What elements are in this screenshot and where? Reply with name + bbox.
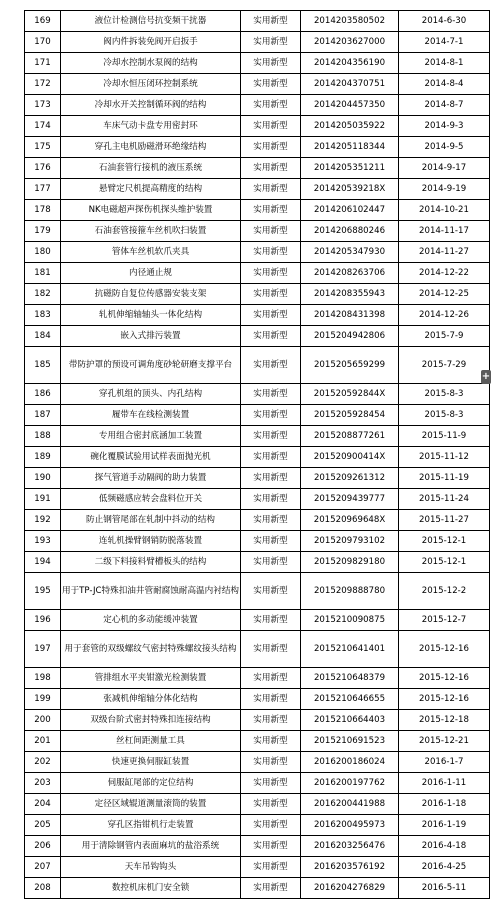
patent-type: 实用新型 bbox=[241, 573, 301, 610]
row-number: 173 bbox=[25, 95, 61, 116]
row-number: 195 bbox=[25, 573, 61, 610]
filing-date: 2015-12-1 bbox=[399, 531, 490, 552]
patent-type: 实用新型 bbox=[241, 221, 301, 242]
filing-date: 2015-12-18 bbox=[399, 710, 490, 731]
patent-type: 实用新型 bbox=[241, 426, 301, 447]
table-row bbox=[25, 552, 490, 573]
row-number: 196 bbox=[25, 610, 61, 631]
patent-title: 悬臂定尺机提高精度的结构 bbox=[61, 179, 241, 200]
row-number: 181 bbox=[25, 263, 61, 284]
patent-number: 2015210090875 bbox=[301, 610, 399, 631]
patent-type: 实用新型 bbox=[241, 510, 301, 531]
row-number: 171 bbox=[25, 53, 61, 74]
filing-date: 2015-11-12 bbox=[399, 447, 490, 468]
row-number: 185 bbox=[25, 347, 61, 384]
filing-date: 2014-10-21 bbox=[399, 200, 490, 221]
patent-table bbox=[24, 10, 490, 899]
patent-number: 2015210691523 bbox=[301, 731, 399, 752]
patent-title: 天车吊钩钩头 bbox=[61, 857, 241, 878]
table-row bbox=[25, 263, 490, 284]
filing-date: 2015-11-19 bbox=[399, 468, 490, 489]
patent-number: 2016200186024 bbox=[301, 752, 399, 773]
patent-number: 2015205928454 bbox=[301, 405, 399, 426]
table-row bbox=[25, 773, 490, 794]
expand-handle-icon[interactable]: + bbox=[481, 371, 491, 382]
patent-type: 实用新型 bbox=[241, 284, 301, 305]
row-number: 199 bbox=[25, 689, 61, 710]
patent-title: 管排组水平夹钳激光检测装置 bbox=[61, 668, 241, 689]
table-row bbox=[25, 95, 490, 116]
patent-number: 2015208877261 bbox=[301, 426, 399, 447]
patent-type: 实用新型 bbox=[241, 263, 301, 284]
table-row bbox=[25, 284, 490, 305]
table-row bbox=[25, 158, 490, 179]
patent-title: 带防护罩的预设可调角度砂轮研磨支撑平台 bbox=[61, 347, 241, 384]
patent-title: 定径区域辊道测量滚筒的装置 bbox=[61, 794, 241, 815]
filing-date: 2014-6-30 bbox=[399, 11, 490, 32]
filing-date: 2014-7-1 bbox=[399, 32, 490, 53]
filing-date: 2014-8-7 bbox=[399, 95, 490, 116]
table-row bbox=[25, 200, 490, 221]
patent-number: 2015210641401 bbox=[301, 631, 399, 668]
patent-type: 实用新型 bbox=[241, 137, 301, 158]
patent-number: 2016203576192 bbox=[301, 857, 399, 878]
table-row bbox=[25, 815, 490, 836]
patent-title: 专用组合密封底涵加工装置 bbox=[61, 426, 241, 447]
patent-number: 201520900414X bbox=[301, 447, 399, 468]
patent-title: 石油套管接箍车丝机吹扫装置 bbox=[61, 221, 241, 242]
patent-title: 伺服缸尾部的定位结构 bbox=[61, 773, 241, 794]
row-number: 206 bbox=[25, 836, 61, 857]
patent-title: 内径通止规 bbox=[61, 263, 241, 284]
filing-date: 2015-11-9 bbox=[399, 426, 490, 447]
row-number: 184 bbox=[25, 326, 61, 347]
row-number: 207 bbox=[25, 857, 61, 878]
table-row bbox=[25, 531, 490, 552]
row-number: 197 bbox=[25, 631, 61, 668]
row-number: 179 bbox=[25, 221, 61, 242]
patent-number: 2014204457350 bbox=[301, 95, 399, 116]
row-number: 193 bbox=[25, 531, 61, 552]
patent-number: 2015209793102 bbox=[301, 531, 399, 552]
patent-title: 连轧机操臂钢销防脱落装置 bbox=[61, 531, 241, 552]
row-number: 186 bbox=[25, 384, 61, 405]
row-number: 194 bbox=[25, 552, 61, 573]
row-number: 192 bbox=[25, 510, 61, 531]
filing-date: 2014-9-17 bbox=[399, 158, 490, 179]
patent-number: 201420539218X bbox=[301, 179, 399, 200]
patent-number: 201520592844X bbox=[301, 384, 399, 405]
row-number: 203 bbox=[25, 773, 61, 794]
patent-type: 实用新型 bbox=[241, 752, 301, 773]
table-row bbox=[25, 405, 490, 426]
table-row bbox=[25, 489, 490, 510]
table-row bbox=[25, 326, 490, 347]
patent-type: 实用新型 bbox=[241, 305, 301, 326]
patent-type: 实用新型 bbox=[241, 631, 301, 668]
patent-title: 冷却水恒压闭环控制系统 bbox=[61, 74, 241, 95]
table-row bbox=[25, 116, 490, 137]
row-number: 174 bbox=[25, 116, 61, 137]
table-row bbox=[25, 857, 490, 878]
table-row bbox=[25, 221, 490, 242]
patent-number: 2014204370751 bbox=[301, 74, 399, 95]
patent-title: 抗磁防自复位传感器安装支架 bbox=[61, 284, 241, 305]
patent-number: 2015210664403 bbox=[301, 710, 399, 731]
row-number: 172 bbox=[25, 74, 61, 95]
patent-type: 实用新型 bbox=[241, 53, 301, 74]
patent-number: 2016200197762 bbox=[301, 773, 399, 794]
patent-title: 用于清除钢管内表面麻坑的盐浴系统 bbox=[61, 836, 241, 857]
patent-type: 实用新型 bbox=[241, 552, 301, 573]
filing-date: 2015-7-9 bbox=[399, 326, 490, 347]
patent-type: 实用新型 bbox=[241, 468, 301, 489]
patent-title: 管体车丝机软爪夹具 bbox=[61, 242, 241, 263]
filing-date: 2016-4-18 bbox=[399, 836, 490, 857]
row-number: 201 bbox=[25, 731, 61, 752]
patent-number: 2015209829180 bbox=[301, 552, 399, 573]
patent-number: 2015210646655 bbox=[301, 689, 399, 710]
patent-type: 实用新型 bbox=[241, 878, 301, 899]
filing-date: 2014-9-19 bbox=[399, 179, 490, 200]
row-number: 200 bbox=[25, 710, 61, 731]
filing-date: 2014-8-4 bbox=[399, 74, 490, 95]
patent-title: 防止钢管尾部在轧制中抖动的结构 bbox=[61, 510, 241, 531]
patent-type: 实用新型 bbox=[241, 857, 301, 878]
table-row bbox=[25, 610, 490, 631]
patent-type: 实用新型 bbox=[241, 731, 301, 752]
patent-type: 实用新型 bbox=[241, 447, 301, 468]
patent-title: 石油套管行接机的液压系统 bbox=[61, 158, 241, 179]
table-row bbox=[25, 53, 490, 74]
patent-number: 2014203627000 bbox=[301, 32, 399, 53]
patent-title: 液位计检测信号抗变频干扰器 bbox=[61, 11, 241, 32]
patent-number: 2015209888780 bbox=[301, 573, 399, 610]
patent-type: 实用新型 bbox=[241, 836, 301, 857]
row-number: 182 bbox=[25, 284, 61, 305]
patent-number: 2014208355943 bbox=[301, 284, 399, 305]
table-row bbox=[25, 794, 490, 815]
filing-date: 2015-12-16 bbox=[399, 668, 490, 689]
patent-title: 穿孔机组的顶头、内孔结构 bbox=[61, 384, 241, 405]
filing-date: 2015-12-2 bbox=[399, 573, 490, 610]
table-row bbox=[25, 242, 490, 263]
row-number: 183 bbox=[25, 305, 61, 326]
table-row bbox=[25, 631, 490, 668]
patent-type: 实用新型 bbox=[241, 773, 301, 794]
patent-title: 用于套管的双级螺纹气密封特殊螺纹接头结构 bbox=[61, 631, 241, 668]
patent-type: 实用新型 bbox=[241, 489, 301, 510]
patent-title: 阀内件拆装免阀开启扳手 bbox=[61, 32, 241, 53]
table-row bbox=[25, 347, 490, 384]
patent-number: 2014208431398 bbox=[301, 305, 399, 326]
patent-title: NK电磁超声探伤机探头维护装置 bbox=[61, 200, 241, 221]
patent-type: 实用新型 bbox=[241, 815, 301, 836]
patent-type: 实用新型 bbox=[241, 689, 301, 710]
patent-title: 低频磁感应转会盘料位开关 bbox=[61, 489, 241, 510]
filing-date: 2015-11-24 bbox=[399, 489, 490, 510]
filing-date: 2014-8-1 bbox=[399, 53, 490, 74]
patent-type: 实用新型 bbox=[241, 95, 301, 116]
row-number: 176 bbox=[25, 158, 61, 179]
patent-number: 2014205035922 bbox=[301, 116, 399, 137]
table-row bbox=[25, 74, 490, 95]
filing-date: 2015-12-1 bbox=[399, 552, 490, 573]
table-row bbox=[25, 689, 490, 710]
row-number: 180 bbox=[25, 242, 61, 263]
patent-type: 实用新型 bbox=[241, 74, 301, 95]
table-row bbox=[25, 752, 490, 773]
patent-type: 实用新型 bbox=[241, 405, 301, 426]
patent-title: 快速更换伺服缸装置 bbox=[61, 752, 241, 773]
filing-date: 2016-1-18 bbox=[399, 794, 490, 815]
patent-number: 2014205347930 bbox=[301, 242, 399, 263]
patent-number: 2014205351211 bbox=[301, 158, 399, 179]
table-row bbox=[25, 878, 490, 899]
table-row bbox=[25, 32, 490, 53]
filing-date: 2016-1-19 bbox=[399, 815, 490, 836]
row-number: 170 bbox=[25, 32, 61, 53]
patent-number: 2014203580502 bbox=[301, 11, 399, 32]
patent-number: 2014208263706 bbox=[301, 263, 399, 284]
patent-title: 双级台阶式密封特殊扣连接结构 bbox=[61, 710, 241, 731]
patent-title: 车床气动卡盘专用密封环 bbox=[61, 116, 241, 137]
patent-title: 穿孔区指钳机行走装置 bbox=[61, 815, 241, 836]
table-row bbox=[25, 137, 490, 158]
patent-title: 二级下料接料臂槽板头的结构 bbox=[61, 552, 241, 573]
patent-number: 2014206102447 bbox=[301, 200, 399, 221]
patent-title: 冷却水开关控制循环阀的结构 bbox=[61, 95, 241, 116]
filing-date: 2015-12-16 bbox=[399, 631, 490, 668]
filing-date: 2015-12-16 bbox=[399, 689, 490, 710]
row-number: 178 bbox=[25, 200, 61, 221]
patent-type: 实用新型 bbox=[241, 179, 301, 200]
patent-type: 实用新型 bbox=[241, 347, 301, 384]
patent-type: 实用新型 bbox=[241, 531, 301, 552]
row-number: 189 bbox=[25, 447, 61, 468]
patent-title: 探气管道手动隔阀的助力装置 bbox=[61, 468, 241, 489]
patent-title: 轧机伸缩轴轴头一体化结构 bbox=[61, 305, 241, 326]
patent-number: 2015210648379 bbox=[301, 668, 399, 689]
table-row bbox=[25, 668, 490, 689]
patent-title: 冷却水控制水泵阀的结构 bbox=[61, 53, 241, 74]
filing-date: 2015-12-7 bbox=[399, 610, 490, 631]
patent-type: 实用新型 bbox=[241, 158, 301, 179]
filing-date: 2015-11-27 bbox=[399, 510, 490, 531]
patent-title: 用于TP-JC特殊扣油井管耐腐蚀耐高温内衬结构 bbox=[61, 573, 241, 610]
patent-title: 履带车在线检测装置 bbox=[61, 405, 241, 426]
table-row bbox=[25, 731, 490, 752]
patent-title: 张减机伸缩轴分体化结构 bbox=[61, 689, 241, 710]
table-row bbox=[25, 836, 490, 857]
patent-number: 201520969648X bbox=[301, 510, 399, 531]
patent-type: 实用新型 bbox=[241, 200, 301, 221]
patent-type: 实用新型 bbox=[241, 710, 301, 731]
row-number: 198 bbox=[25, 668, 61, 689]
table-row bbox=[25, 710, 490, 731]
table-row bbox=[25, 426, 490, 447]
patent-type: 实用新型 bbox=[241, 668, 301, 689]
filing-date: 2016-1-11 bbox=[399, 773, 490, 794]
filing-date: 2014-9-5 bbox=[399, 137, 490, 158]
filing-date: 2016-5-11 bbox=[399, 878, 490, 899]
patent-number: 2016204276829 bbox=[301, 878, 399, 899]
filing-date: 2016-4-25 bbox=[399, 857, 490, 878]
patent-number: 2015209261312 bbox=[301, 468, 399, 489]
patent-title: 嵌入式排污装置 bbox=[61, 326, 241, 347]
patent-number: 2015205659299 bbox=[301, 347, 399, 384]
table-row bbox=[25, 305, 490, 326]
row-number: 177 bbox=[25, 179, 61, 200]
patent-number: 2014204356190 bbox=[301, 53, 399, 74]
filing-date: 2014-11-17 bbox=[399, 221, 490, 242]
table-row bbox=[25, 179, 490, 200]
filing-date: 2014-11-27 bbox=[399, 242, 490, 263]
patent-number: 2015204942806 bbox=[301, 326, 399, 347]
row-number: 188 bbox=[25, 426, 61, 447]
row-number: 175 bbox=[25, 137, 61, 158]
row-number: 191 bbox=[25, 489, 61, 510]
patent-type: 实用新型 bbox=[241, 610, 301, 631]
table-row bbox=[25, 468, 490, 489]
row-number: 202 bbox=[25, 752, 61, 773]
patent-number: 2016203256476 bbox=[301, 836, 399, 857]
filing-date: 2014-9-3 bbox=[399, 116, 490, 137]
patent-title: 数控机床机门安全锁 bbox=[61, 878, 241, 899]
patent-type: 实用新型 bbox=[241, 326, 301, 347]
table-row bbox=[25, 384, 490, 405]
filing-date: 2014-12-25 bbox=[399, 284, 490, 305]
table-row bbox=[25, 510, 490, 531]
filing-date: 2015-8-3 bbox=[399, 384, 490, 405]
row-number: 208 bbox=[25, 878, 61, 899]
table-row bbox=[25, 11, 490, 32]
row-number: 205 bbox=[25, 815, 61, 836]
patent-type: 实用新型 bbox=[241, 242, 301, 263]
patent-type: 实用新型 bbox=[241, 384, 301, 405]
patent-title: 定心机的多动能缓冲装置 bbox=[61, 610, 241, 631]
patent-type: 实用新型 bbox=[241, 794, 301, 815]
filing-date: 2015-8-3 bbox=[399, 405, 490, 426]
row-number: 169 bbox=[25, 11, 61, 32]
patent-type: 实用新型 bbox=[241, 116, 301, 137]
patent-number: 2014205118344 bbox=[301, 137, 399, 158]
filing-date: 2015-7-29 bbox=[399, 347, 490, 384]
filing-date: 2016-1-7 bbox=[399, 752, 490, 773]
patent-number: 2016200441988 bbox=[301, 794, 399, 815]
filing-date: 2015-12-21 bbox=[399, 731, 490, 752]
patent-number: 2015209439777 bbox=[301, 489, 399, 510]
patent-type: 实用新型 bbox=[241, 11, 301, 32]
table-row bbox=[25, 447, 490, 468]
patent-title: 碗化覆膜试验用试样表面抛光机 bbox=[61, 447, 241, 468]
row-number: 204 bbox=[25, 794, 61, 815]
patent-type: 实用新型 bbox=[241, 32, 301, 53]
filing-date: 2014-12-22 bbox=[399, 263, 490, 284]
patent-title: 丝杠间距测量工具 bbox=[61, 731, 241, 752]
row-number: 187 bbox=[25, 405, 61, 426]
patent-title: 穿孔主电机励磁滑环绝缘结构 bbox=[61, 137, 241, 158]
patent-number: 2014206880246 bbox=[301, 221, 399, 242]
row-number: 190 bbox=[25, 468, 61, 489]
table-row bbox=[25, 573, 490, 610]
patent-number: 2016200495973 bbox=[301, 815, 399, 836]
filing-date: 2014-12-26 bbox=[399, 305, 490, 326]
